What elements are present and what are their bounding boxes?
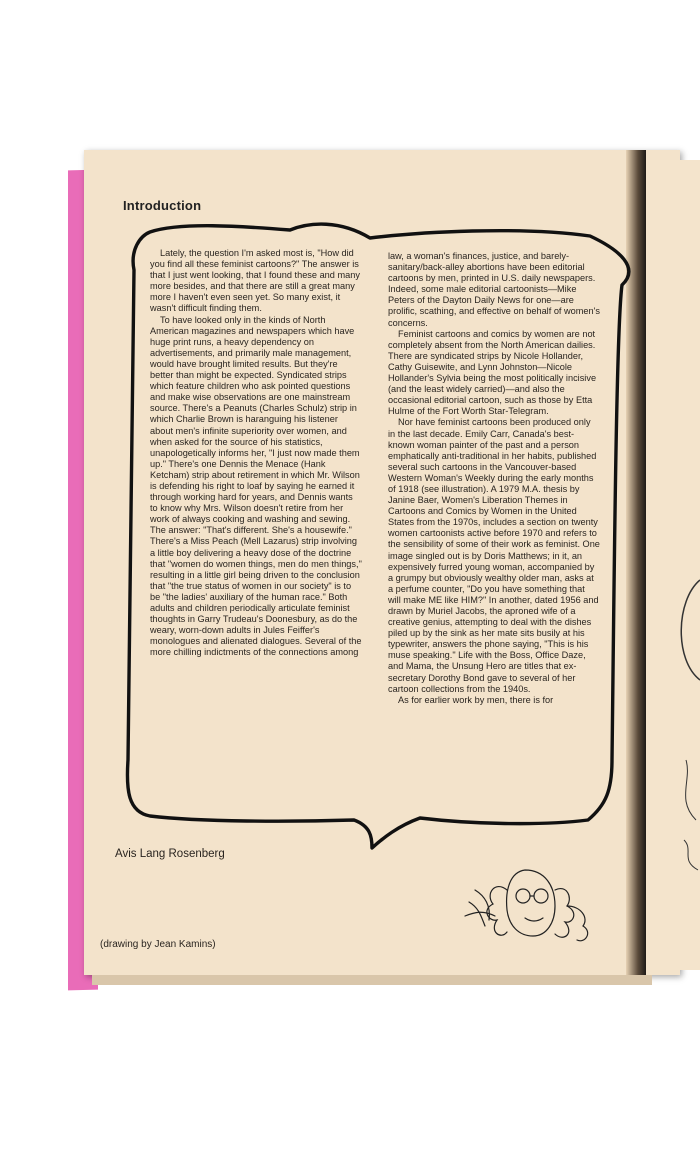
text-column-right <box>388 251 600 706</box>
page-title: Introduction <box>123 198 202 213</box>
drawing-credit: (drawing by Jean Kamins) <box>100 939 216 950</box>
paragraph: As for earlier work by men, there is for <box>398 694 554 705</box>
paragraph: Nor have feminist cartoons been produced only in the last decade. Emily Carr, Canada's best-known woman painter of the past and a person emphatically anti-traditional in her habits, published several such cartoons in the Vancouver-based Western Woman's Weekly during the early months of 1918 (see illustration). A 1979 M.A. thesis by Janine Baer, Women's Liberation Themes in Cartoons and Comics by Women in the United States from the 1970s, includes a section on twenty women cartoonists active before 1970 and refers to the sensibility of some of their work as feminist. One image singled out is by Doris Matthews; in it, an expensively furred young woman, accompanied by a grumpy but obviously wealthy older man, asks at a perfume counter, "Do you have something that will make ME like HIM?" In another, dated 1956 and drawn by Muriel Jacobs, the aproned wife of a creative genius, attempting to deal with the dishes piled up by the sink as her mate sits busily at his typewriter, answers the phone saying, "This is his muse speaking." Life with the Boss, Office Daze, and Mama, the Unsung Hero are titles that ex-secretary Dorothy Bond gave to several of her cartoon collections from the 1940s. <box>388 417 600 694</box>
paragraph: Lately, the question I'm asked most is, "How did you find all these feminist cartoons?" The answer is that I just went looking, that I found these and many more besides, and that there are still a great many more I haven't even seen yet. So many exist, it wasn't difficult finding them. <box>150 248 360 314</box>
author-portrait-drawing <box>455 860 615 950</box>
paragraph: To have looked only in the kinds of North American magazines and newspapers which have huge print runs, a heavy dependency on advertisements, and primarily male management, would have brought limited results. But they're better than might be expected. Syndicated strips which feature children who ask pointed questions and make wise observations are one mainstream source. There's a Peanuts (Charles Schulz) strip in which Charlie Brown is haranguing his listener about men's infinite superiority over women, and when asked for the source of his statistics, unapologetically informs her, "I just now made them up." There's one Dennis the Menace (Hank Ketcham) strip about retirement in which Mr. Wilson is defending his right to loaf by saying he earned it through working hard for years, and Dennis wants to know why Mrs. Wilson doesn't retire from her work of always cooking and washing and sewing. The answer: "That's different. She's a housewife." There's a Miss Peach (Mell Lazarus) strip involving a little boy delivering a heavy dose of the doctrine that "women do women things, men do men things," resulting in a little girl being driven to the conclusion that "the true status of women in our society" is to be "the ladies' auxiliary of the human race." Both adults and children periodically articulate feminist thoughts in Garry Trudeau's Doonesbury, as do the weary, worn-down adults in Jules Feiffer's monologues and alienated dialogues. Several of the more chilling indictments of the connections among <box>150 314 362 658</box>
paragraph: law, a woman's finances, justice, and barely-sanitary/back-alley abortions have been editorial cartoons by men, printed in U.S. daily newspapers. Indeed, some male editorial cartoonists—Mike Peters of the Dayton Daily News for one—are prolific, scathing, and effective on behalf of women's concerns. <box>388 251 600 328</box>
paragraph: Feminist cartoons and comics by women are not completely absent from the North American dailies. There are syndicated strips by Nicole Hollander, Cathy Guisewite, and Lynn Johnston—Nicole Hollander's Sylvia being the most politically incisive (and the least widely carried)—and also the occasional editorial cartoon, such as those by Etta Hulme of the Fort Worth Star-Telegram. <box>388 328 597 417</box>
text-column-left <box>150 248 362 658</box>
author-name: Avis Lang Rosenberg <box>115 848 225 860</box>
